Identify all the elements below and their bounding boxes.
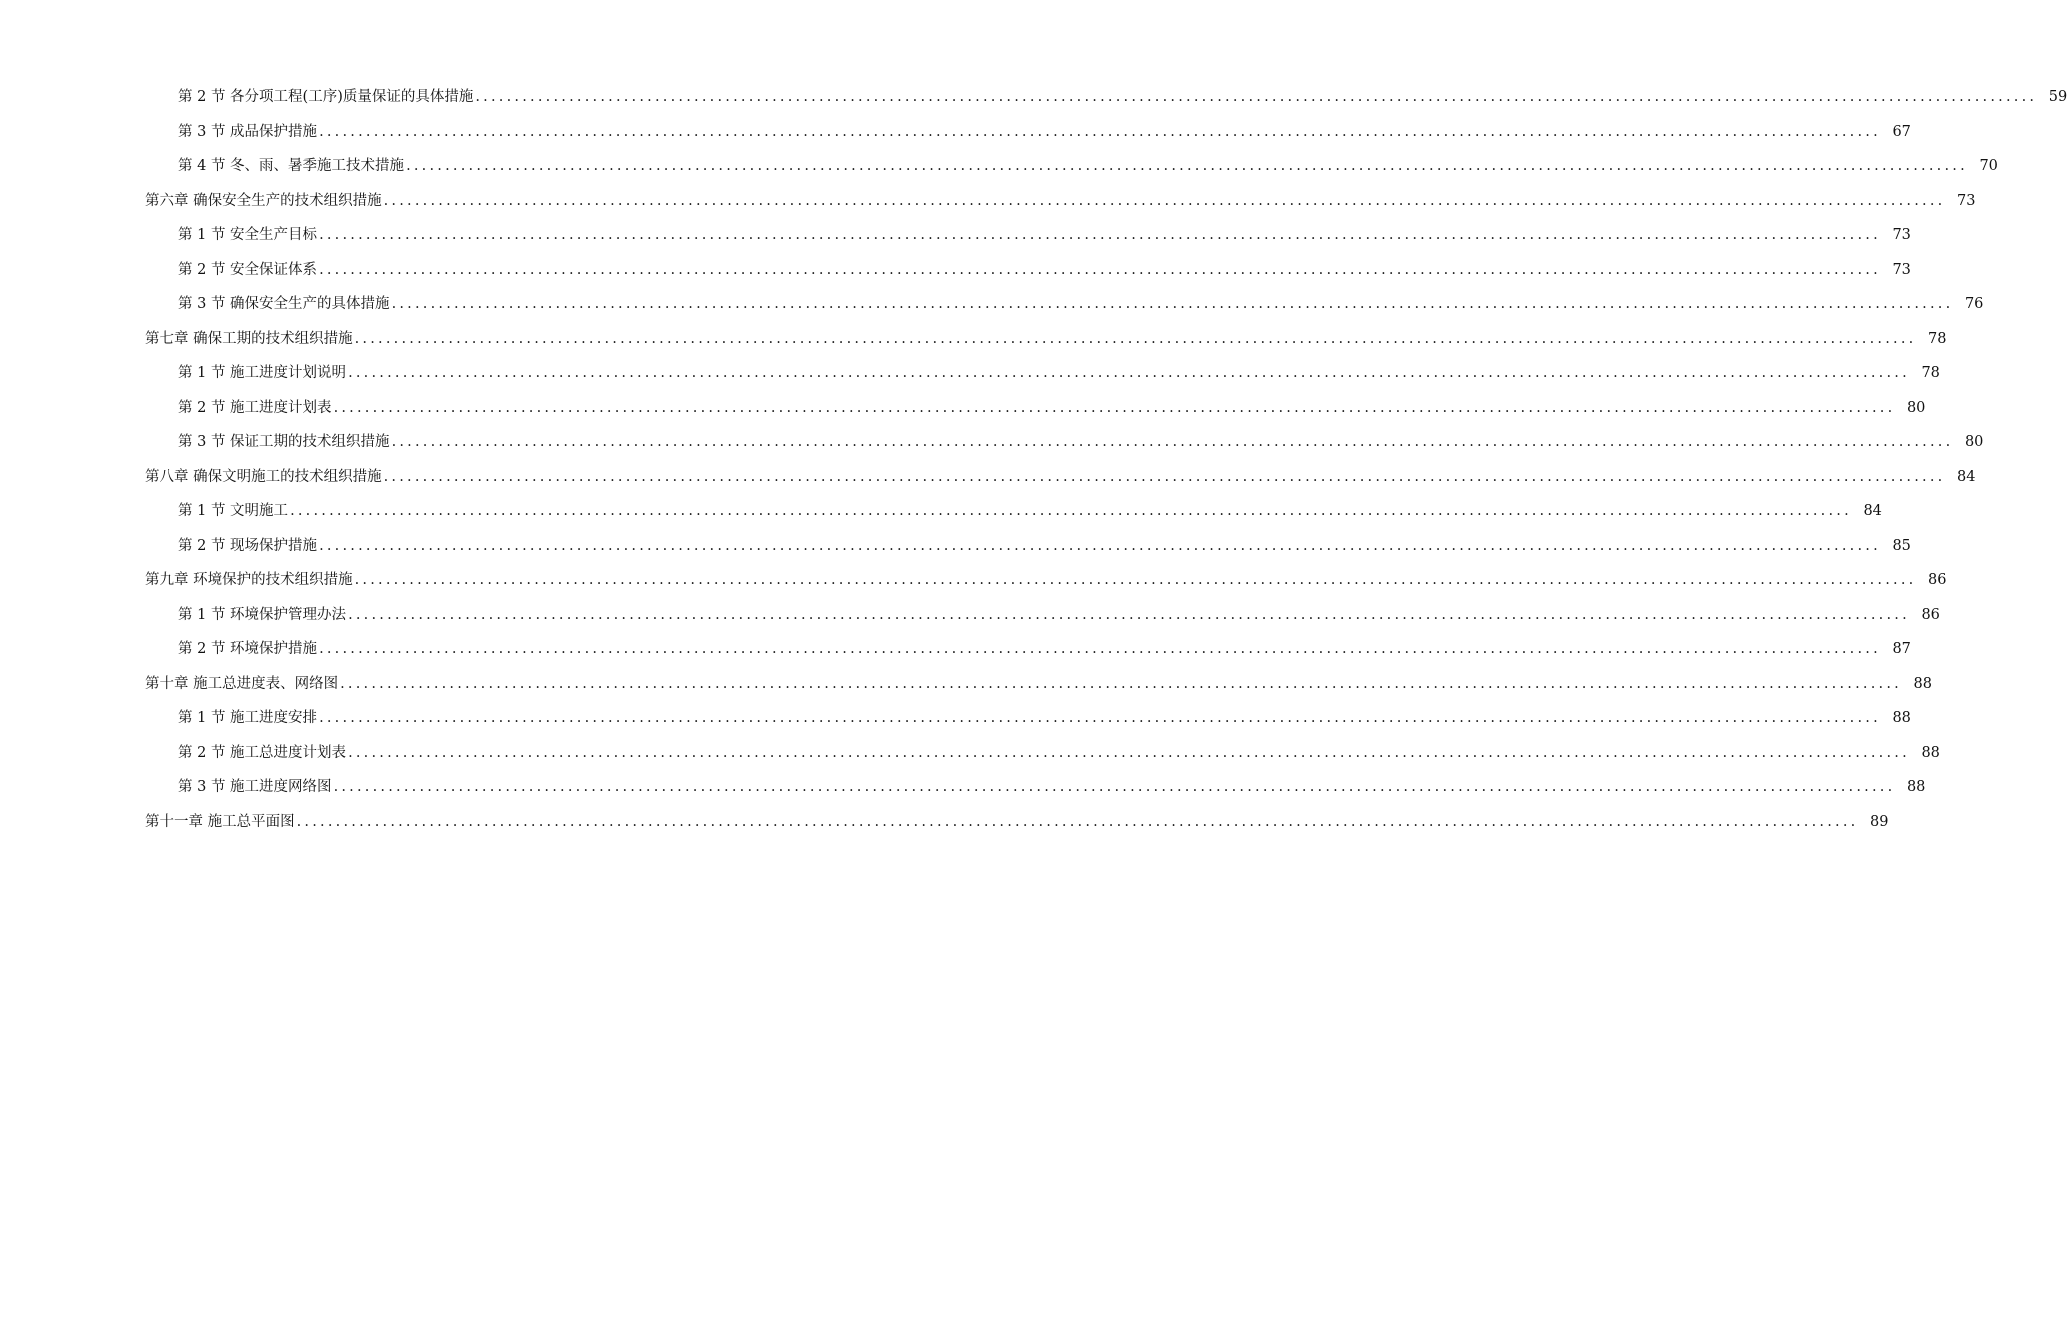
toc-entry-title: 第十一章 施工总平面图 [145, 813, 295, 830]
toc-entry[interactable] [0, 805, 1889, 840]
toc-entry[interactable] [0, 425, 1984, 460]
toc-leader-dots: ........................................................................................................................................................................................................ [391, 296, 1954, 313]
toc-entry[interactable] [0, 80, 2067, 115]
toc-entry-page: 67 [1892, 123, 1911, 140]
toc-entry[interactable] [0, 115, 1911, 150]
toc-entry-title: 第 2 节 施工进度计划表 [178, 399, 332, 416]
toc-entry-page: 80 [1964, 434, 1984, 451]
toc-entry-title: 第 2 节 环境保护措施 [178, 641, 318, 658]
toc-entry-title: 第 3 节 保证工期的技术组织措施 [178, 434, 390, 451]
toc-entry[interactable] [0, 287, 1984, 322]
toc-leader-dots: ........................................................................................................................................................................................................ [296, 813, 1859, 830]
toc-leader-dots: ........................................................................................................................................................................................................ [319, 123, 1881, 140]
toc-entry-title: 第八章 确保文明施工的技术组织措施 [145, 468, 382, 485]
toc-entry-title: 第 1 节 施工进度安排 [178, 710, 318, 727]
toc-entry-title: 第六章 确保安全生产的技术组织措施 [145, 192, 382, 209]
toc-entry-page: 70 [1979, 158, 1998, 175]
toc-entry[interactable] [0, 598, 1940, 633]
toc-leader-dots: ........................................................................................................................................................................................................ [319, 227, 1881, 244]
toc-entry-page: 76 [1964, 296, 1984, 313]
toc-entry-page: 85 [1892, 537, 1911, 554]
toc-entry[interactable] [0, 494, 1882, 529]
toc-entry[interactable] [0, 356, 1940, 391]
toc-leader-dots: ........................................................................................................................................................................................................ [333, 779, 1896, 796]
toc-entry[interactable] [0, 529, 1911, 564]
toc-entry[interactable] [0, 563, 1947, 598]
toc-entry-title: 第 4 节 冬、雨、暑季施工技术措施 [178, 158, 405, 175]
toc-entry-title: 第 3 节 确保安全生产的具体措施 [178, 296, 390, 313]
toc-leader-dots: ........................................................................................................................................................................................................ [348, 606, 1910, 623]
toc-leader-dots: ........................................................................................................................................................................................................ [348, 365, 1910, 382]
toc-entry-title: 第 3 节 成品保护措施 [178, 123, 318, 140]
toc-entry[interactable] [0, 632, 1911, 667]
toc-leader-dots: ........................................................................................................................................................................................................ [290, 503, 1852, 520]
toc-entry-page: 86 [1921, 606, 1940, 623]
toc-leader-dots: ........................................................................................................................................................................................................ [354, 572, 1917, 589]
table-of-contents [0, 80, 2067, 839]
toc-entry[interactable] [0, 322, 1947, 357]
toc-leader-dots: ........................................................................................................................................................................................................ [340, 675, 1902, 692]
toc-leader-dots: ........................................................................................................................................................................................................ [406, 158, 1968, 175]
toc-entry[interactable] [0, 391, 1926, 426]
toc-entry-title: 第 1 节 环境保护管理办法 [178, 606, 347, 623]
toc-entry-page: 86 [1927, 572, 1947, 589]
toc-entry-title: 第 3 节 施工进度网络图 [178, 779, 332, 796]
toc-entry[interactable] [0, 770, 1926, 805]
toc-entry[interactable] [0, 253, 1911, 288]
toc-entry[interactable] [0, 667, 1932, 702]
toc-entry-page: 88 [1892, 710, 1911, 727]
toc-entry-title: 第 2 节 各分项工程(工序)质量保证的具体措施 [178, 89, 474, 106]
toc-leader-dots: ........................................................................................................................................................................................................ [319, 537, 1881, 554]
toc-leader-dots: ........................................................................................................................................................................................................ [319, 641, 1881, 658]
toc-entry-page: 89 [1869, 813, 1889, 830]
toc-entry-title: 第 2 节 施工总进度计划表 [178, 744, 347, 761]
toc-leader-dots: ........................................................................................................................................................................................................ [383, 192, 1946, 209]
toc-entry-page: 73 [1892, 227, 1911, 244]
toc-entry-page: 88 [1913, 675, 1932, 692]
toc-entry-title: 第 1 节 文明施工 [178, 503, 289, 520]
toc-leader-dots: ........................................................................................................................................................................................................ [319, 710, 1881, 727]
toc-entry-page: 88 [1921, 744, 1940, 761]
toc-leader-dots: ........................................................................................................................................................................................................ [319, 261, 1881, 278]
toc-entry[interactable] [0, 460, 1976, 495]
toc-leader-dots: ........................................................................................................................................................................................................ [383, 468, 1946, 485]
toc-entry-title: 第九章 环境保护的技术组织措施 [145, 572, 353, 589]
toc-leader-dots: ........................................................................................................................................................................................................ [391, 434, 1954, 451]
toc-entry[interactable] [0, 149, 1998, 184]
toc-leader-dots: ........................................................................................................................................................................................................ [475, 89, 2038, 106]
toc-entry-page: 78 [1921, 365, 1940, 382]
toc-entry-page: 87 [1892, 641, 1911, 658]
toc-entry-page: 88 [1906, 779, 1926, 796]
toc-entry[interactable] [0, 701, 1911, 736]
toc-leader-dots: ........................................................................................................................................................................................................ [333, 399, 1896, 416]
toc-entry-page: 73 [1892, 261, 1911, 278]
toc-entry-page: 84 [1863, 503, 1882, 520]
toc-entry-title: 第七章 确保工期的技术组织措施 [145, 330, 353, 347]
toc-entry-page: 59 [2048, 89, 2067, 106]
toc-entry-page: 73 [1956, 192, 1976, 209]
toc-entry-title: 第 1 节 安全生产目标 [178, 227, 318, 244]
toc-entry-page: 84 [1956, 468, 1976, 485]
toc-entry-title: 第十章 施工总进度表、网络图 [145, 675, 339, 692]
toc-leader-dots: ........................................................................................................................................................................................................ [348, 744, 1910, 761]
toc-entry-title: 第 2 节 现场保护措施 [178, 537, 318, 554]
toc-entry-page: 78 [1927, 330, 1947, 347]
toc-entry[interactable] [0, 736, 1940, 771]
toc-entry[interactable] [0, 184, 1976, 219]
toc-entry-title: 第 1 节 施工进度计划说明 [178, 365, 347, 382]
toc-entry-page: 80 [1906, 399, 1926, 416]
toc-entry-title: 第 2 节 安全保证体系 [178, 261, 318, 278]
toc-entry[interactable] [0, 218, 1911, 253]
toc-leader-dots: ........................................................................................................................................................................................................ [354, 330, 1917, 347]
